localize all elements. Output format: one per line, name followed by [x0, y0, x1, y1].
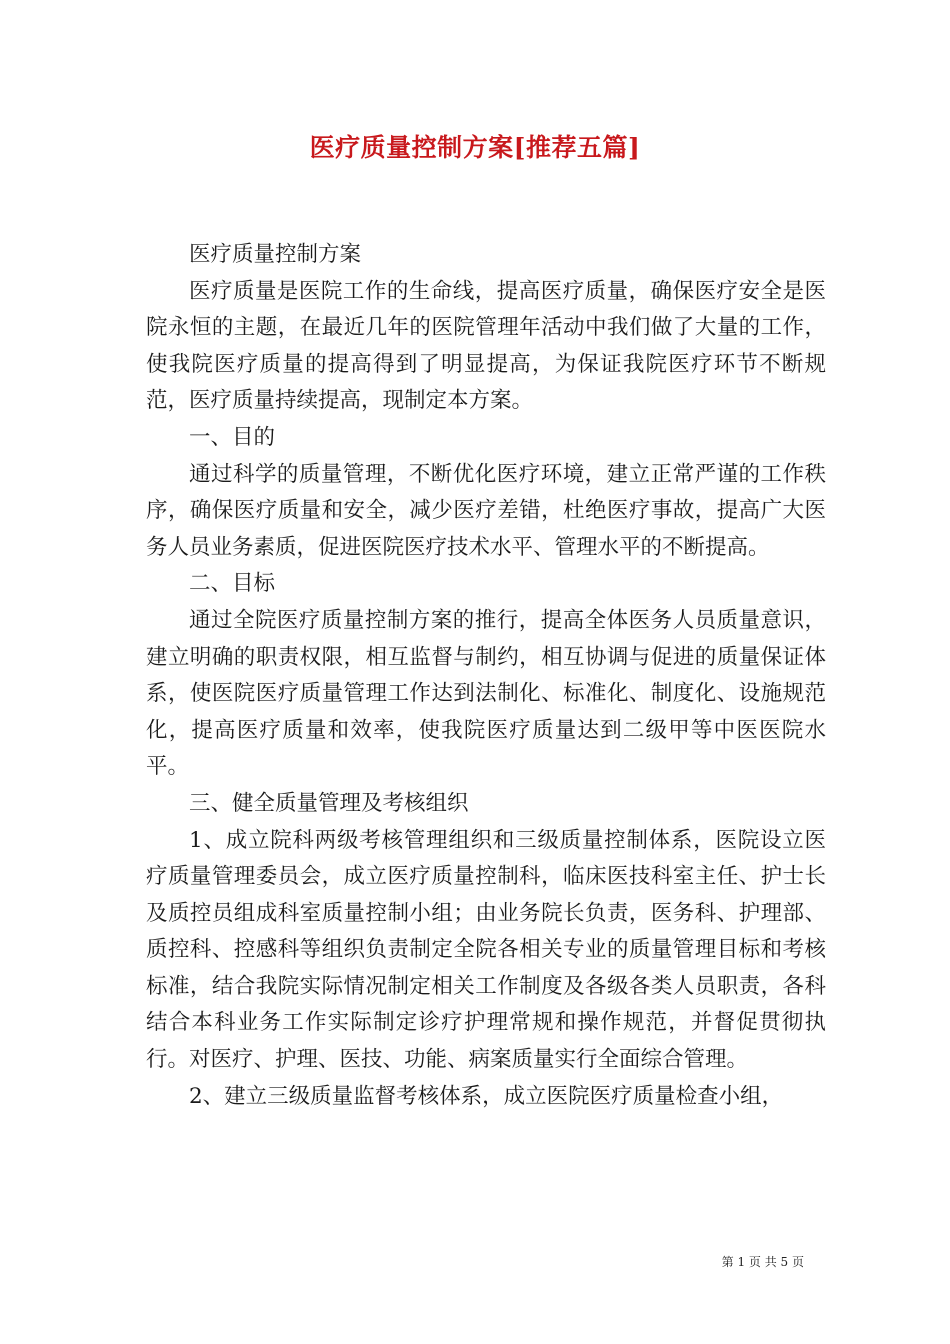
- section-heading: 一、目的: [189, 424, 276, 450]
- paragraph: 通过全院医疗质量控制方案的推行，提高全体医务人员质量意识，建立明确的职责权限，相互监督与制约，相互协调与促进的质量保证体系，使医院医疗质量管理工作达到法制化、标准化、制度化、设施规范化，提高医疗质量和效率，使我院医疗质量达到二级甲等中医医院水平。: [146, 607, 826, 780]
- section-heading: 二、目标: [189, 571, 276, 597]
- paragraph: 1、成立院科两级考核管理组织和三级质量控制体系，医院设立医疗质量管理委员会，成立医疗质量控制科，临床医技科室主任、护士长及质控员组成科室质量控制小组；由业务院长负责，医务科、护理部、质控科、控感科等组织负责制定全院各相关专业的质量管理目标和考核标准，结合我院实际情况制定相关工作制度及各级各类人员职责，各科结合本科业务工作实际制定诊疗护理常规和操作规范，并督促贯彻执行。对医疗、护理、医技、功能、病案质量实行全面综合管理。: [146, 827, 826, 1073]
- page-number: 第 1 页 共 5 页: [721, 1255, 804, 1269]
- section-heading: 三、健全质量管理及考核组织: [189, 790, 469, 816]
- paragraph: 通过科学的质量管理，不断优化医疗环境，建立正常严谨的工作秩序，确保医疗质量和安全，减少医疗差错，杜绝医疗事故，提高广大医务人员业务素质，促进医院医疗技术水平、管理水平的不断提高。: [146, 461, 826, 560]
- paragraph: 医疗质量是医院工作的生命线，提高医疗质量，确保医疗安全是医院永恒的主题，在最近几年的医院管理年活动中我们做了大量的工作，使我院医疗质量的提高得到了明显提高，为保证我院医疗环节不断规范，医疗质量持续提高，现制定本方案。: [146, 278, 826, 414]
- document-title: 医疗质量控制方案[推荐五篇]: [309, 133, 641, 162]
- paragraph: 2、建立三级质量监督考核体系，成立医院医疗质量检查小组，: [189, 1083, 784, 1109]
- section-heading: 医疗质量控制方案: [189, 242, 362, 267]
- document-body: [146, 237, 826, 1115]
